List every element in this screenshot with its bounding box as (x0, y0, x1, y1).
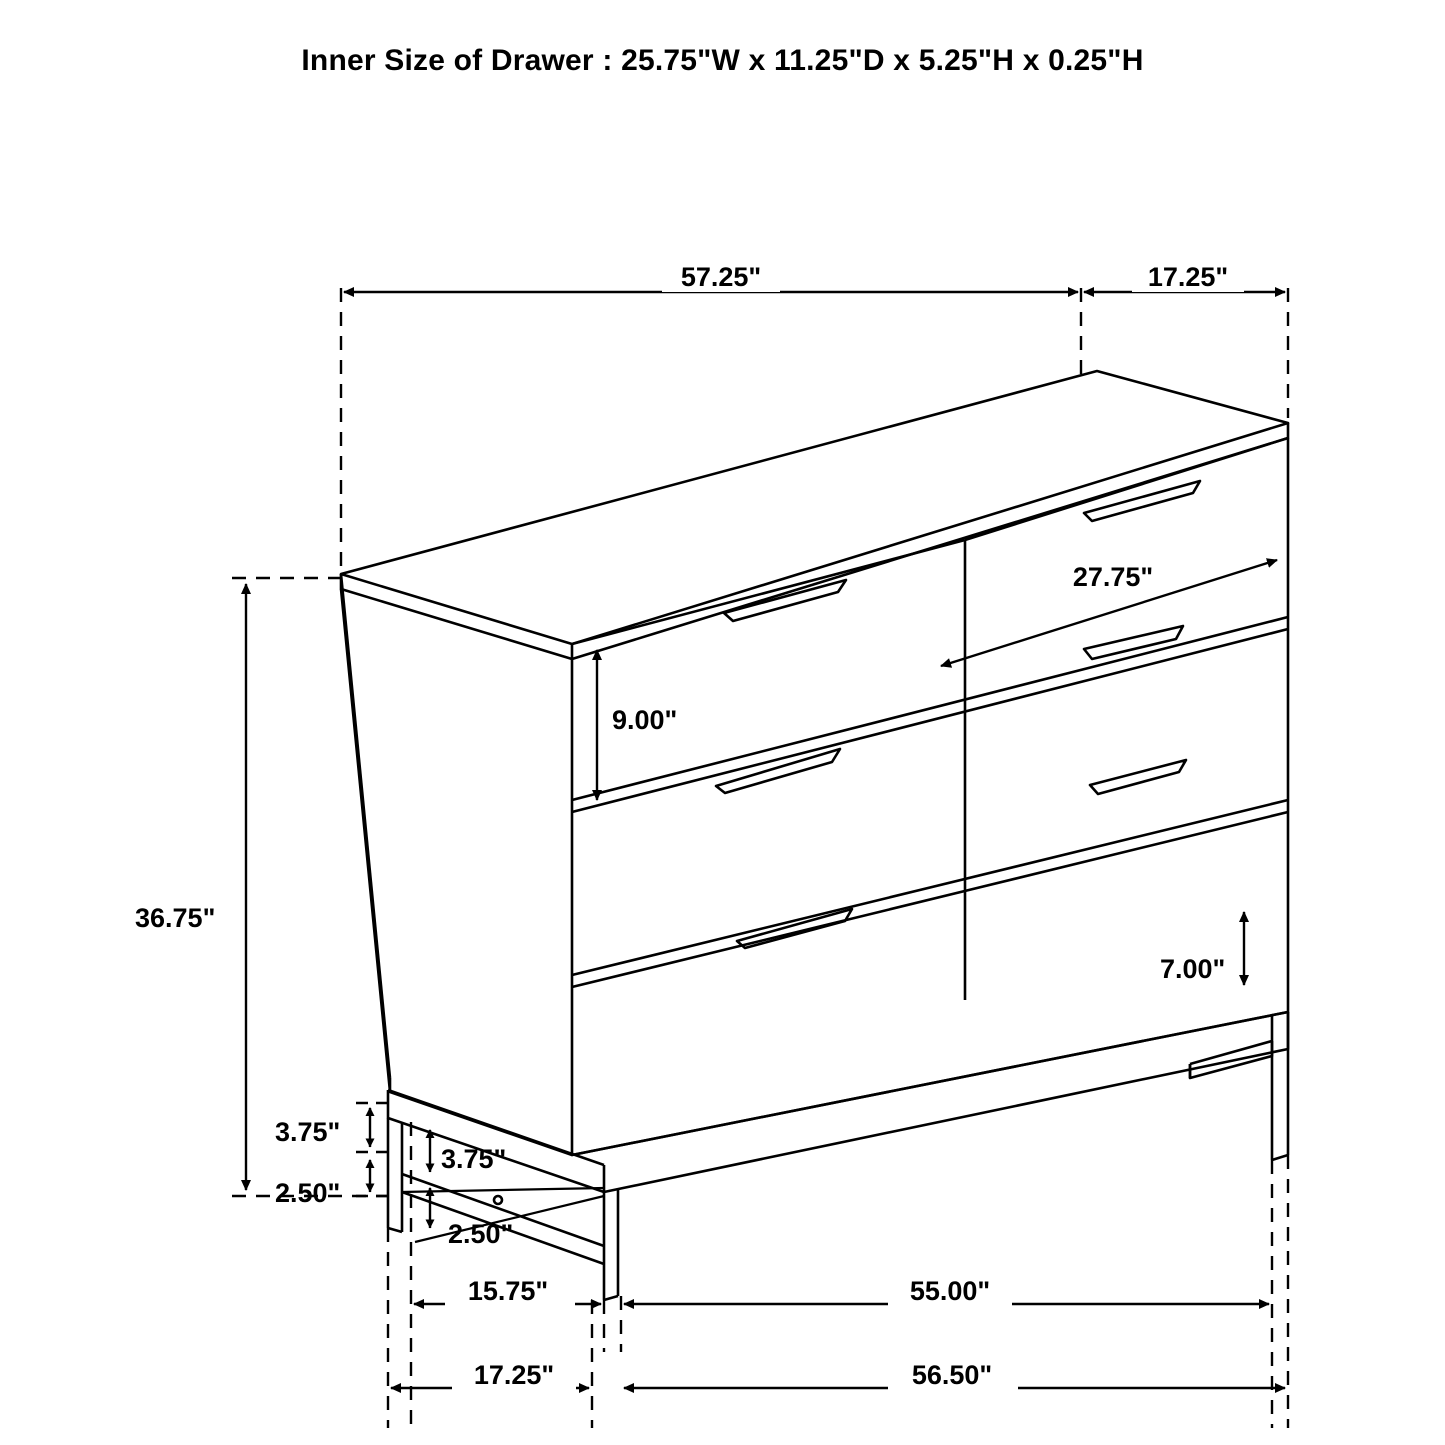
label-total-height: 36.75" (135, 903, 216, 933)
drawer-handle-1-left (724, 580, 846, 621)
label-rail-upper-left: 3.75" (275, 1117, 341, 1147)
label-base-depth-outer: 17.25" (473, 1360, 555, 1390)
dimension-labels (135, 262, 1244, 1390)
label-drawer-width: 27.75" (1072, 562, 1154, 592)
label-rail-lower-inner: 2.50" (448, 1219, 514, 1249)
top-panel-edge-front (572, 423, 1288, 659)
case-left-side (341, 589, 572, 1155)
drawer-divider-1b (572, 629, 1288, 812)
leg-front-left-bottom (604, 1296, 618, 1300)
top-panel-edge-left (341, 574, 572, 659)
case-left-back-edge (341, 574, 390, 1078)
drawer-handle-3-right (1090, 760, 1186, 794)
label-drawer-height: 9.00" (612, 705, 678, 735)
dimension-lines (232, 288, 1288, 1428)
drawer-handle-1-right (1084, 481, 1200, 521)
label-rail-upper-inner: 3.75" (441, 1144, 507, 1174)
drawer-top-left-edge (572, 540, 965, 644)
base-front-rail (604, 1012, 1288, 1192)
top-panel (341, 371, 1288, 644)
label-rail-lower-left: 2.50" (275, 1178, 341, 1208)
label-base-width-inner: 55.00" (909, 1276, 991, 1306)
label-base-depth-inner: 15.75" (467, 1276, 549, 1306)
drawer-top-right-edge (965, 438, 1288, 540)
label-base-width-outer: 56.50" (911, 1360, 993, 1390)
cross-brace-bolt (494, 1196, 502, 1204)
label-top-width: 57.25" (680, 262, 762, 292)
drawer-divider-1 (572, 617, 1288, 800)
drawer-divider-2 (572, 800, 1288, 975)
case-front-face (572, 438, 1288, 1155)
base-front-rail-top (572, 1012, 1288, 1155)
drawer-handle-2-right (1084, 626, 1183, 659)
leg-front-right-bottom (1272, 1155, 1288, 1160)
label-top-depth: 17.25" (1147, 262, 1229, 292)
cross-brace-a (402, 1188, 604, 1192)
label-leg-clearance: 7.00" (1160, 954, 1226, 984)
leg-back-left-bottom (388, 1228, 402, 1232)
page-title: Inner Size of Drawer : 25.75"W x 11.25"D x 5.25"H x 0.25"H (301, 44, 1144, 77)
